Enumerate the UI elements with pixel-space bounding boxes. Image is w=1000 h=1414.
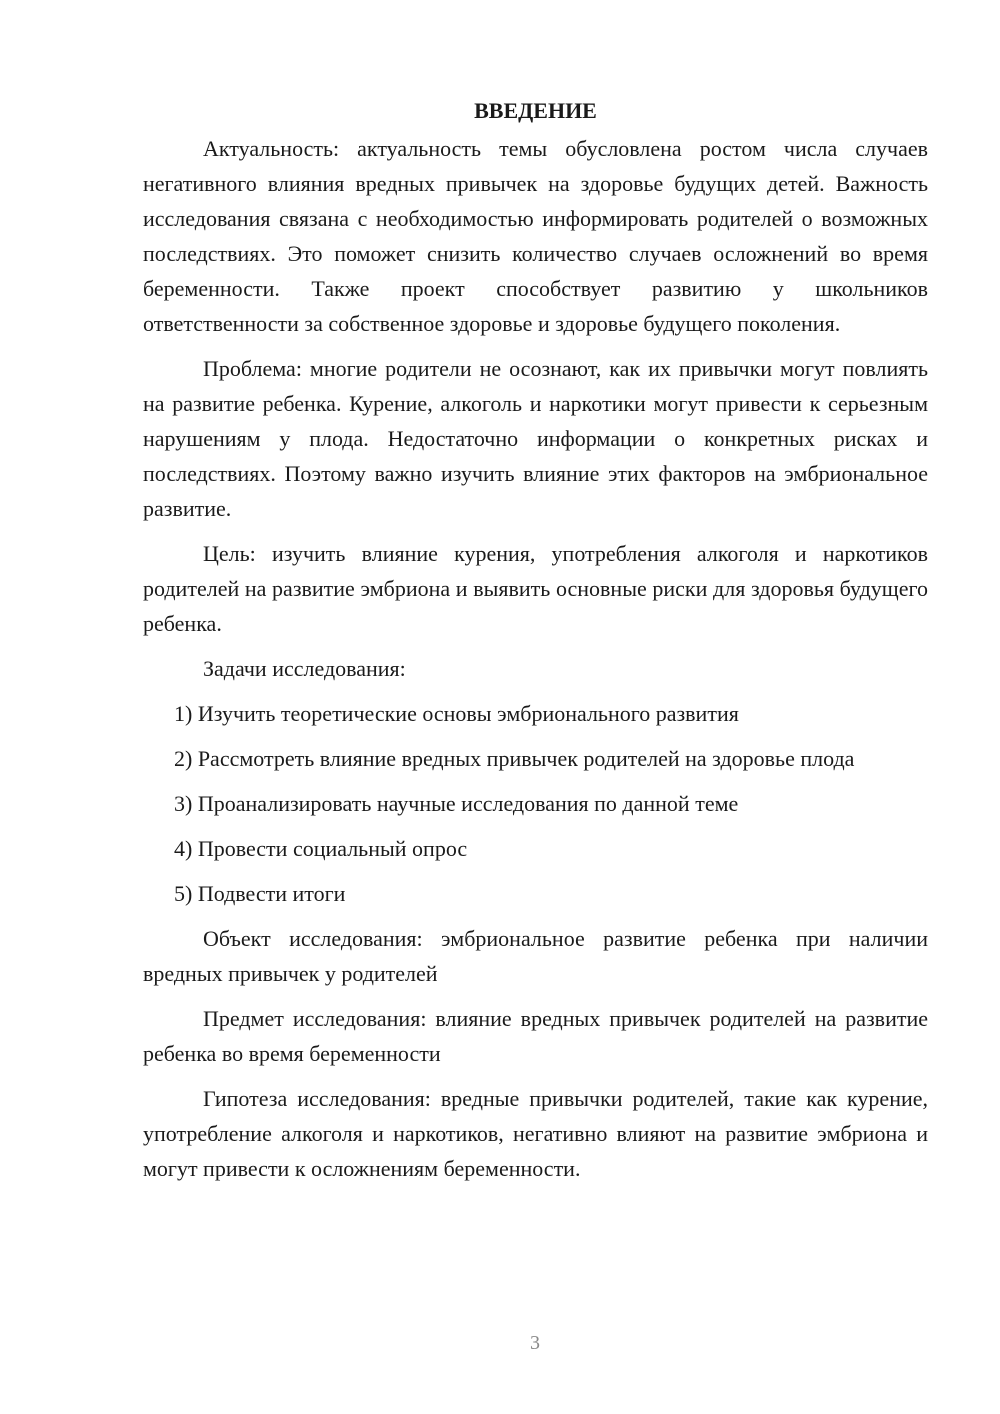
- list-item: 3) Проанализировать научные исследования по данной теме: [174, 791, 739, 816]
- paragraph-goal: Цель: изучить влияние курения, употребления алкоголя и наркотиков родителей на развитие эмбриона и выявить основные риски для здоровья будущего ребенка.: [143, 541, 928, 636]
- paragraph-subject: Предмет исследования: влияние вредных привычек родителей на развитие ребенка во время беременности: [143, 1006, 928, 1066]
- list-item: 2) Рассмотреть влияние вредных привычек родителей на здоровье плода: [174, 746, 855, 771]
- list-item: 1) Изучить теоретические основы эмбрионального развития: [174, 701, 739, 726]
- page-number: 3: [530, 1332, 540, 1354]
- document-page: [143, 96, 928, 1186]
- list-item: 5) Подвести итоги: [174, 881, 346, 906]
- paragraph-problem: Проблема: многие родители не осознают, как их привычки могут повлиять на развитие ребенка. Курение, алкоголь и наркотики могут привести к серьезным нарушениям у плода. Недостаточно информации о конкретных рисках и последствиях. Поэтому важно изучить влияние этих факторов на эмбриональное развитие.: [143, 356, 928, 521]
- paragraph-relevance: Актуальность: актуальность темы обусловлена ростом числа случаев негативного влияния вредных привычек на здоровье будущих детей. Важность исследования связана с необходимостью информировать родителей о возможных последствиях. Это поможет снизить количество случаев осложнений во время беременности. Также проект способствует развитию у школьников ответственности за собственное здоровье и здоровье будущего поколения.: [143, 136, 928, 336]
- list-item: 4) Провести социальный опрос: [174, 836, 468, 861]
- paragraph-hypothesis: Гипотеза исследования: вредные привычки родителей, такие как курение, употребление алкоголя и наркотиков, негативно влияют на развитие эмбриона и могут привести к осложнениям беременности.: [143, 1086, 928, 1181]
- paragraph-object: Объект исследования: эмбриональное развитие ребенка при наличии вредных привычек у родителей: [143, 926, 928, 986]
- section-title: ВВЕДЕНИЕ: [474, 98, 597, 123]
- tasks-heading: Задачи исследования:: [203, 656, 406, 681]
- tasks-list: [143, 696, 928, 911]
